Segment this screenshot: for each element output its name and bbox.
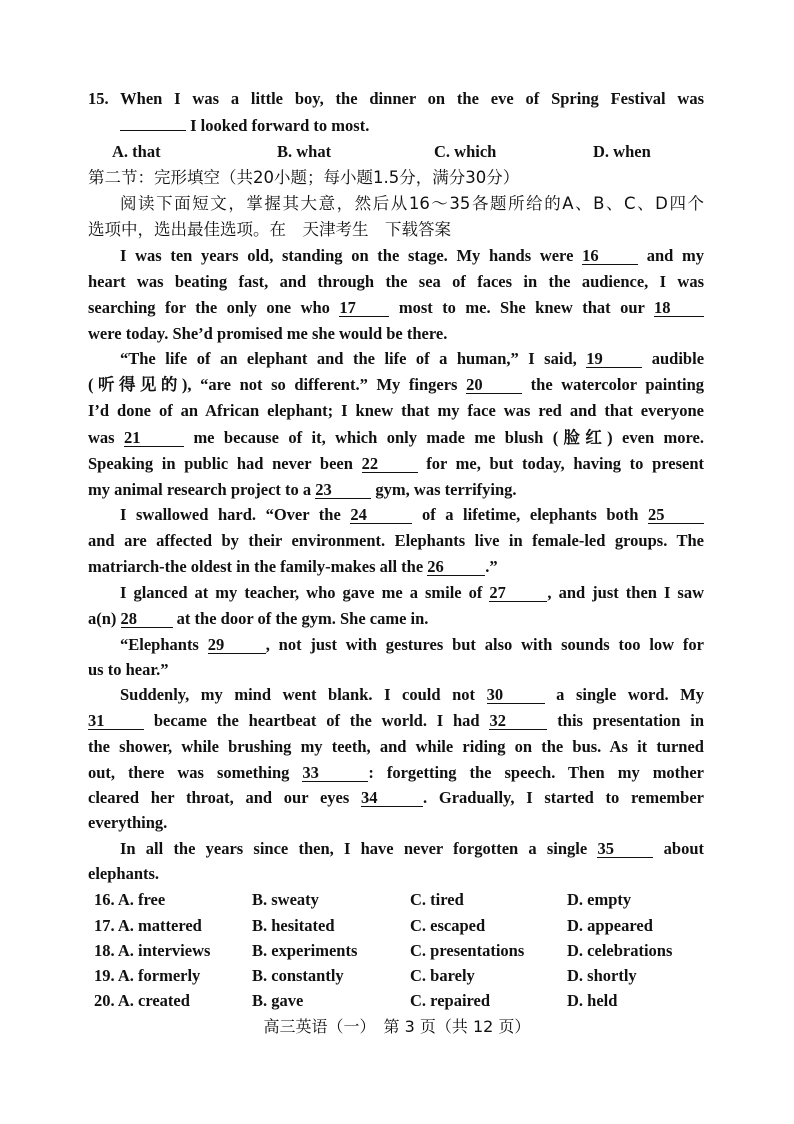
blank-33: 33 [302,764,368,782]
passage-text: Suddenly, my mind went blank. I could not [120,685,476,704]
passage-line [120,246,704,266]
passage-line [120,349,704,369]
option-20-a: 20. A. created [94,991,190,1010]
passage-text: a(n) [88,609,117,628]
option-20-c: C. repaired [410,991,491,1010]
page-footer: 高三英语（一） 第 3 页（共 12 页） [263,1017,531,1036]
option-16-c: C. tired [410,890,464,909]
passage-text: me because of it, which only made me blush (脸红) even more. [193,428,705,447]
blank-23: 23 [315,481,371,499]
option-16-d: D. empty [567,890,632,909]
option-17-c: C. escaped [410,916,486,935]
passage-text: I swallowed hard. “Over the [120,505,341,524]
blank-26: 26 [427,558,485,576]
blank-34: 34 [361,789,423,807]
passage-line [120,685,704,705]
blank-32: 32 [489,712,547,730]
passage-text: out, there was something [88,763,290,782]
option-19-b: B. constantly [252,966,344,985]
passage-text: gym, was terrifying. [375,480,517,499]
option-16-b: B. sweaty [252,890,319,909]
passage-line: I’d done of an African elephant; I knew that my face was red and that everyone [88,401,704,420]
section-heading: 第二节：完形填空（共20小题；每小题1.5分，满分30分） [88,168,520,187]
passage-line [120,583,704,603]
option-19-d: D. shortly [567,966,637,985]
passage-line [88,428,704,448]
q15-stem-line1: 15. When I was a little boy, the dinner on the eve of Spring Festival was [88,89,704,108]
passage-text: I glanced at my teacher, who gave me a smile of [120,583,483,602]
q15-stem-line2 [120,116,704,136]
blank-27: 27 [489,584,547,602]
option-17-a: 17. A. mattered [94,916,202,935]
blank-25: 25 [648,506,704,524]
q15-option-a: A. that [112,142,161,161]
passage-text: searching for the only one who [88,298,330,317]
option-20-d: D. held [567,991,618,1010]
blank-30: 30 [487,686,545,704]
blank-35: 35 [597,840,653,858]
passage-text: my animal research project to a [88,480,312,499]
blank-20: 20 [466,376,522,394]
passage-line [120,839,704,859]
passage-line: everything. [88,813,168,832]
passage-line [88,609,704,629]
blank-22: 22 [362,455,418,473]
passage-text: “The life of an elephant and the life of a human,” I said, [120,349,577,368]
blank-16: 16 [582,247,638,265]
passage-line: us to hear.” [88,660,169,679]
passage-text: was [88,428,115,447]
blank-24: 24 [350,506,412,524]
passage-text: this presentation in [557,711,705,730]
option-18-d: D. celebrations [567,941,673,960]
passage-text: cleared her throat, and our eyes [88,788,350,807]
passage-text: matriarch-the oldest in the family-makes all the [88,557,424,576]
passage-line: elephants. [88,864,160,883]
section-instruction-line1: 阅读下面短文，掌握其大意，然后从16～35各题所给的A、B、C、D四个 [120,194,704,213]
passage-line: and are affected by their environment. Elephants live in female-led groups. The [88,531,704,550]
option-19-a: 19. A. formerly [94,966,201,985]
passage-text: at the door of the gym. She came in. [176,609,429,628]
blank-21: 21 [124,429,184,447]
passage-text: and my [646,246,705,265]
passage-text: a single word. My [556,685,705,704]
passage-line [88,557,704,577]
passage-text: the watercolor painting [530,375,705,394]
q15-option-c: C. which [434,142,497,161]
passage-text: about [663,839,705,858]
option-17-d: D. appeared [567,916,653,935]
passage-line [88,375,704,395]
q15-stem-text: I looked forward to most. [186,116,370,135]
passage-line [88,454,704,474]
passage-text: (听得见的), “are not so different.” My fingers [88,375,458,394]
passage-line [120,505,704,525]
blank-18: 18 [654,299,704,317]
passage-text: for me, but today, having to present [426,454,705,473]
passage-text: Speaking in public had never been [88,454,353,473]
passage-text: of a lifetime, elephants both [421,505,639,524]
passage-line: heart was beating fast, and through the sea of faces in the audience, I was [88,272,704,291]
option-16-a: 16. A. free [94,890,166,909]
option-20-b: B. gave [252,991,304,1010]
option-19-c: C. barely [410,966,475,985]
passage-text: , not just with gestures but also with sounds too low for [265,635,704,654]
passage-line [88,298,704,318]
passage-text: . Gradually, I started to remember [423,788,704,807]
passage-text: most to me. She knew that our [398,298,645,317]
option-18-c: C. presentations [410,941,525,960]
passage-line [88,763,704,783]
passage-text: In all the years since then, I have never forgotten a single [120,839,588,858]
q15-blank [120,130,186,131]
blank-19: 19 [586,350,642,368]
blank-31: 31 [88,712,144,730]
passage-text: “Elephants [120,635,199,654]
passage-text: became the heartbeat of the world. I had [153,711,480,730]
option-17-b: B. hesitated [252,916,335,935]
q15-option-b: B. what [277,142,332,161]
blank-28: 28 [121,610,173,628]
option-18-a: 18. A. interviews [94,941,211,960]
passage-text: audible [651,349,705,368]
passage-text: .” [485,557,498,576]
passage-line: the shower, while brushing my teeth, and while riding on the bus. As it turned [88,737,704,756]
passage-line [88,480,704,500]
passage-text: : forgetting the speech. Then my mother [368,763,705,782]
passage-line [88,711,704,731]
blank-29: 29 [208,636,266,654]
passage-text: , and just then I saw [547,583,705,602]
blank-17: 17 [339,299,389,317]
q15-option-d: D. when [593,142,651,161]
section-instruction-line2: 选项中，选出最佳选项。在 天津考生 下载答案 [88,220,451,239]
option-18-b: B. experiments [252,941,358,960]
passage-text: I was ten years old, standing on the stage. My hands were [120,246,574,265]
passage-line [88,788,704,808]
passage-line [120,635,704,655]
passage-line: were today. She’d promised me she would be there. [88,324,448,343]
